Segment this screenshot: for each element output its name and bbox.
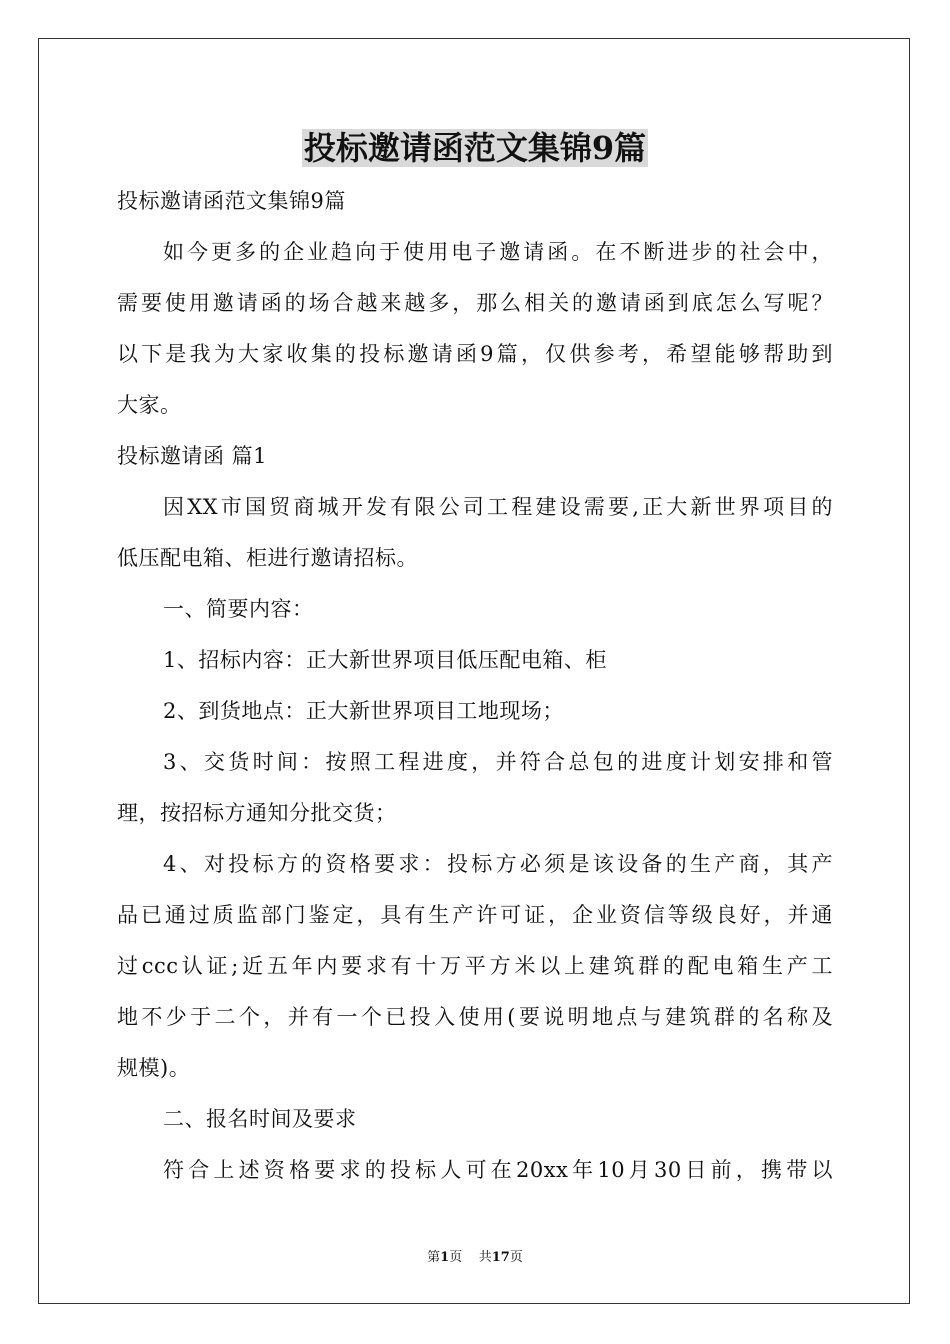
text-line: 2、到货地点：正大新世界项目工地现场； <box>163 699 564 723</box>
text-line: 低压配电箱、柜进行邀请招标。 <box>117 546 418 570</box>
footer-page-suffix: 页 <box>449 1250 463 1265</box>
text-line: 需要使用邀请函的场合越来越多，那么相关的邀请函到底怎么写呢？ <box>117 291 833 315</box>
text-line: 地不少于二个，并有一个已投入使用(要说明地点与建筑群的名称及 <box>117 1005 833 1029</box>
document-title-text: 投标邀请函范文集锦9篇 <box>303 129 647 167</box>
text-line: 如今更多的企业趋向于使用电子邀请函。在不断进步的社会中， <box>163 240 833 264</box>
text-line: 投标邀请函范文集锦9篇 <box>117 189 346 213</box>
text-line: 过ccc认证;近五年内要求有十万平方米以上建筑群的配电箱生产工 <box>117 954 833 978</box>
text-line: 品已通过质监部门鉴定，具有生产许可证，企业资信等级良好，并通 <box>117 903 833 927</box>
page-footer <box>0 1246 950 1265</box>
footer-total-pages: 17 <box>491 1250 510 1265</box>
document-title <box>0 122 950 174</box>
footer-total-prefix: 共 <box>478 1250 492 1265</box>
text-line: 符合上述资格要求的投标人可在20xx年10月30日前，携带以 <box>163 1158 833 1182</box>
text-line: 大家。 <box>117 393 182 417</box>
text-line: 理，按招标方通知分批交货； <box>117 801 397 825</box>
text-line: 二、报名时间及要求 <box>163 1107 357 1131</box>
text-line: 以下是我为大家收集的投标邀请函9篇，仅供参考，希望能够帮助到 <box>117 342 833 366</box>
document-body <box>117 176 833 1196</box>
text-line: 规模)。 <box>117 1056 191 1080</box>
text-line: 一、简要内容： <box>163 597 314 621</box>
footer-page-prefix: 第 <box>427 1250 441 1265</box>
text-line: 投标邀请函 篇1 <box>117 444 268 468</box>
text-line: 3、交货时间：按照工程进度，并符合总包的进度计划安排和管 <box>163 750 833 774</box>
text-line: 1、招标内容：正大新世界项目低压配电箱、柜 <box>163 648 607 672</box>
footer-page-number: 1 <box>440 1250 450 1265</box>
footer-total-suffix: 页 <box>509 1250 523 1265</box>
text-line: 4、对投标方的资格要求：投标方必须是该设备的生产商，其产 <box>163 852 833 876</box>
text-line: 因XX市国贸商城开发有限公司工程建设需要,正大新世界项目的 <box>163 495 833 519</box>
